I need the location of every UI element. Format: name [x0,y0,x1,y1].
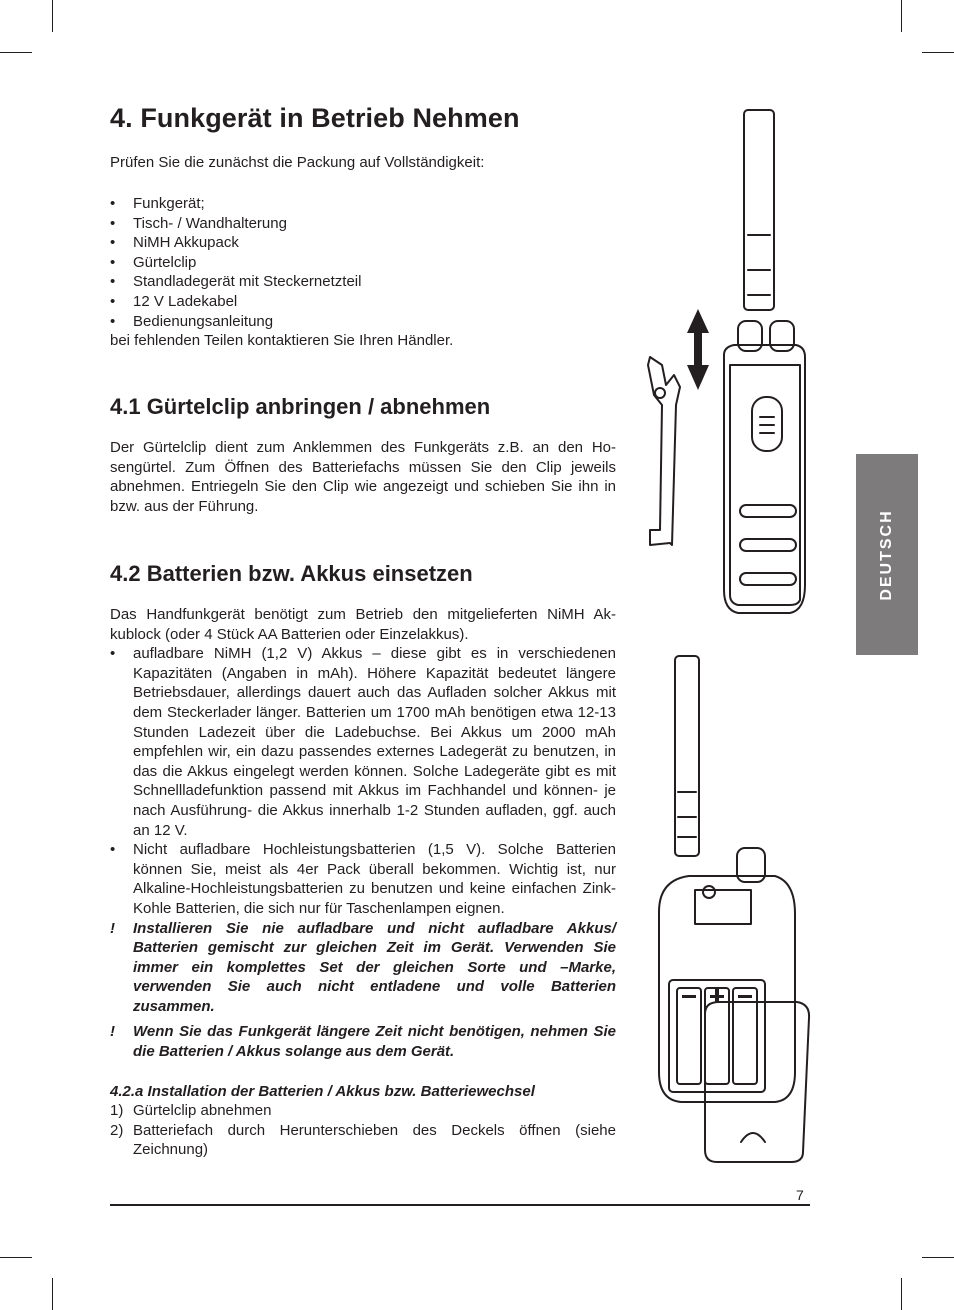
crop-mark [52,0,53,32]
list-item: • NiMH Akkupack [110,233,616,253]
page-number: 7 [796,1187,804,1203]
belt-clip-illustration [630,105,820,620]
warning-mark: ! [110,1023,115,1041]
list-item: • Standladegerät mit Steckernetzteil [110,272,616,292]
missing-parts-note: bei fehlenden Teilen kontaktieren Sie Ihren Händler. [110,332,454,350]
battery-intro: Das Handfunkgerät benötigt zum Betrieb den mitgelieferten NiMH Ak-kublock (oder 4 Stück AA Batterien oder Einzelakkus). [110,606,616,643]
footer-rule [110,1204,810,1206]
section-heading-clip: 4.1 Gürtelclip anbringen / abnehmen [110,394,491,419]
list-item: • Bedienungsanleitung [110,312,616,332]
step-item: 2) Batteriefach durch Herunterschieben des Deckels öffnen (siehe Zeichnung) [110,1121,616,1159]
crop-mark [922,52,954,53]
list-item: • Gürtelclip [110,253,616,273]
page-title: 4. Funkgerät in Betrieb Nehmen [110,103,520,133]
clip-text: Der Gürtelclip dient zum Anklemmen des Funkgeräts z.B. an den Ho-sengürtel. Zum Öffnen des Batteriefachs müssen Sie den Clip jeweils abnehmen. Entriegeln Sie den Clip wie angezeigt und schieben Sie ihn in bzw. aus der Führung. [110,439,616,515]
crop-mark [52,1278,53,1310]
warning-2 [110,1022,616,1061]
subheading-installation: 4.2.a Installation der Batterien / Akkus bzw. Batteriewechsel [110,1082,535,1100]
battery-section-body [110,605,616,1160]
crop-mark [901,0,902,32]
warning-text: Wenn Sie das Funkgerät längere Zeit nicht benötigen, nehmen Sie die Batterien / Akkus solange aus dem Gerät. [133,1023,616,1061]
battery-compartment-illustration [645,652,825,1167]
list-item: • aufladbare NiMH (1,2 V) Akkus – diese gibt es in verschiedenen Kapazitäten (Angaben in mAh). Höhere Kapazität bedeutet längere Betriebsdauer, allerdings dauert auch das Aufladen solcher Akkus mit dem Steckerlader länger. Batterien um 1700 mAh benötigen etwa 12-13 Stunden Ladezeit über die Ladebuchse. Bei Akkus um 2000 mAh empfehlen wir, ein dazu passendes externes Ladegerät zu benutzen, in das die Akkus eingelegt werden können. Solche Ladegeräte gibt es mit Schnellladefunktion passend mit Akkus im Fachhandel und können- je nach Ausführung- die Akkus innerhalb 1-2 Stunden aufladen, ggf. auch an 12 V. [110,644,616,840]
step-item: 1) Gürtelclip abnehmen [110,1102,272,1120]
intro-text: Prüfen Sie die zunächst die Packung auf Vollständigkeit: [110,154,485,171]
crop-mark [0,52,32,53]
warning-mark: ! [110,919,115,937]
crop-mark [922,1257,954,1258]
list-item: • Funkgerät; [110,194,616,214]
warning-text: Installieren Sie nie aufladbare und nicht aufladbare Akkus/ Batterien gemischt zur gleichen Zeit im Gerät. Verwenden Sie immer ein komplettes Set der gleichen Sorte und –Marke, verwenden Sie auch nicht entladene und volle Batterien zusammen. [133,919,616,1015]
warning-1 [110,919,616,1017]
language-tab: DEUTSCH [856,454,918,655]
crop-mark [0,1257,32,1258]
crop-mark [901,1278,902,1310]
list-item: • 12 V Ladekabel [110,292,616,312]
section-heading-battery: 4.2 Batterien bzw. Akkus einsetzen [110,561,473,586]
list-item: • Tisch- / Wandhalterung [110,214,616,234]
list-item: • Nicht aufladbare Hochleistungsbatterien (1,5 V). Solche Batterien können Sie, meist als 4er Pack überall bekommen. Wichtig ist, nur Alkaline-Hochleistungsbatterien zu benutzen und keine einfachen Zink-Kohle Batterien, die sich nur für Taschenlampen eignen. [110,840,616,918]
contents-list [110,194,616,351]
